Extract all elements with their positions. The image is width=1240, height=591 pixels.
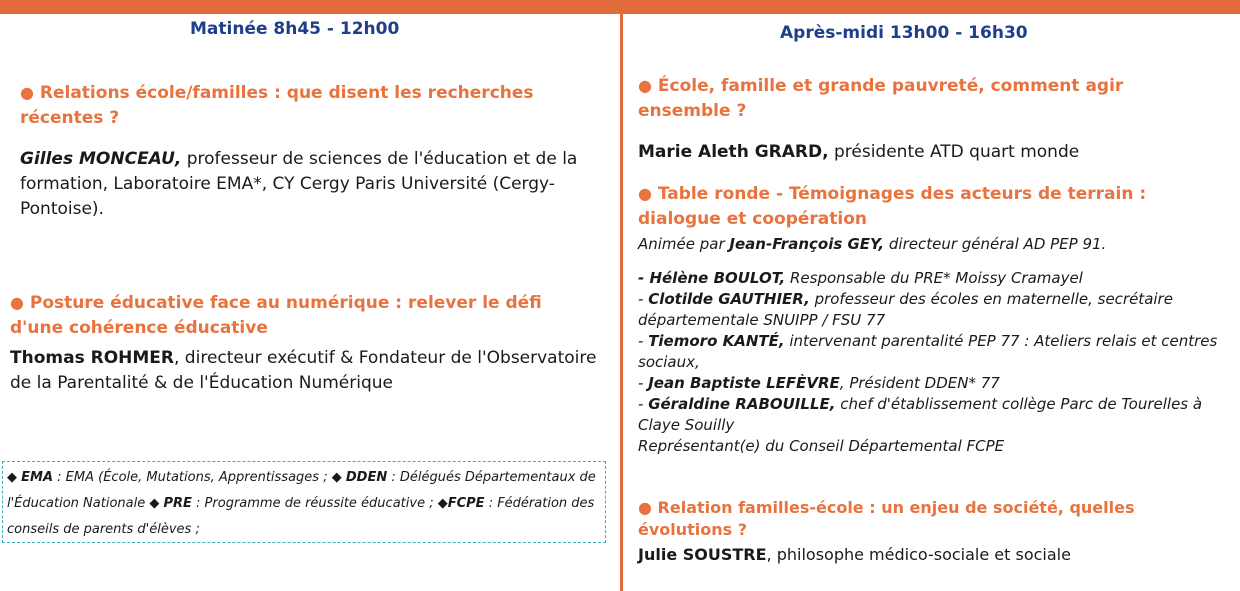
participant-item: - Clotilde GAUTHIER, professeur des écoles en maternelle, secrétaire départementale SNUIPP / FSU 77: [638, 290, 1173, 329]
diamond-icon: ◆: [437, 496, 448, 511]
left-section2-body: Thomas ROHMER, directeur exécutif & Fondateur de l'Observatoire de la Parentalité & de l'Éducation Numérique: [10, 348, 597, 393]
diamond-icon: ◆: [149, 496, 160, 511]
morning-header: Matinée 8h45 - 12h00: [190, 19, 400, 39]
participant-item: - Jean Baptiste LEFÈVRE, Président DDEN* 77: [638, 374, 1000, 392]
footnote-box: ◆ EMA : EMA (École, Mutations, Apprentissages ; ◆ DDEN : Délégués Départementaux de l'Éducation Nationale ◆ PRE : Programme de réussite éducative ; ◆FCPE : Fédération des conseils de parents d'élèves ;: [2, 461, 606, 543]
bullet-icon: ●: [638, 76, 652, 95]
bullet-icon: ●: [10, 293, 24, 312]
diamond-icon: ◆: [7, 470, 17, 485]
right-section1-title: ● École, famille et grande pauvreté, comment agir ensemble ?: [638, 76, 1124, 121]
moderator-line: Animée par Jean-François GEY, directeur général AD PEP 91.: [638, 235, 1107, 253]
bullet-icon: ●: [20, 83, 34, 102]
left-section1-body: Gilles MONCEAU, professeur de sciences de l'éducation et de la formation, Laboratoire EMA*, CY Cergy Paris Université (Cergy-Pontoise).: [20, 149, 578, 219]
bullet-icon: ●: [638, 184, 652, 203]
participant-item: - Tiemoro KANTÉ, intervenant parentalité PEP 77 : Ateliers relais et centres sociaux,: [638, 332, 1218, 371]
column-divider: [620, 14, 623, 591]
right-section2-title: ● Table ronde - Témoignages des acteurs de terrain : dialogue et coopération: [638, 184, 1147, 229]
participant-item: - Hélène BOULOT, Responsable du PRE* Moissy Cramayel: [638, 269, 1083, 287]
diamond-icon: ◆: [331, 470, 342, 485]
right-section3-title: ● Relation familles-école : un enjeu de société, quelles évolutions ?: [638, 498, 1135, 539]
left-section1-title: ● Relations école/familles : que disent les recherches récentes ?: [20, 83, 534, 128]
top-accent-bar: [0, 0, 1240, 14]
participant-item: - Géraldine RABOUILLE, chef d'établissement collège Parc de Tourelles à Claye Souilly: [638, 395, 1203, 434]
right-section1-body: Marie Aleth GRARD, présidente ATD quart monde: [638, 142, 1080, 162]
afternoon-header: Après-midi 13h00 - 16h30: [780, 23, 1028, 43]
left-section2-title: ● Posture éducative face au numérique : relever le défi d'une cohérence éducative: [10, 293, 542, 338]
participants-list: [638, 268, 1223, 457]
bullet-icon: ●: [638, 498, 652, 517]
right-section3-body: Julie SOUSTRE, philosophe médico-sociale et sociale: [638, 545, 1071, 564]
fcpe-representative: Représentant(e) du Conseil Départemental FCPE: [638, 437, 1005, 455]
